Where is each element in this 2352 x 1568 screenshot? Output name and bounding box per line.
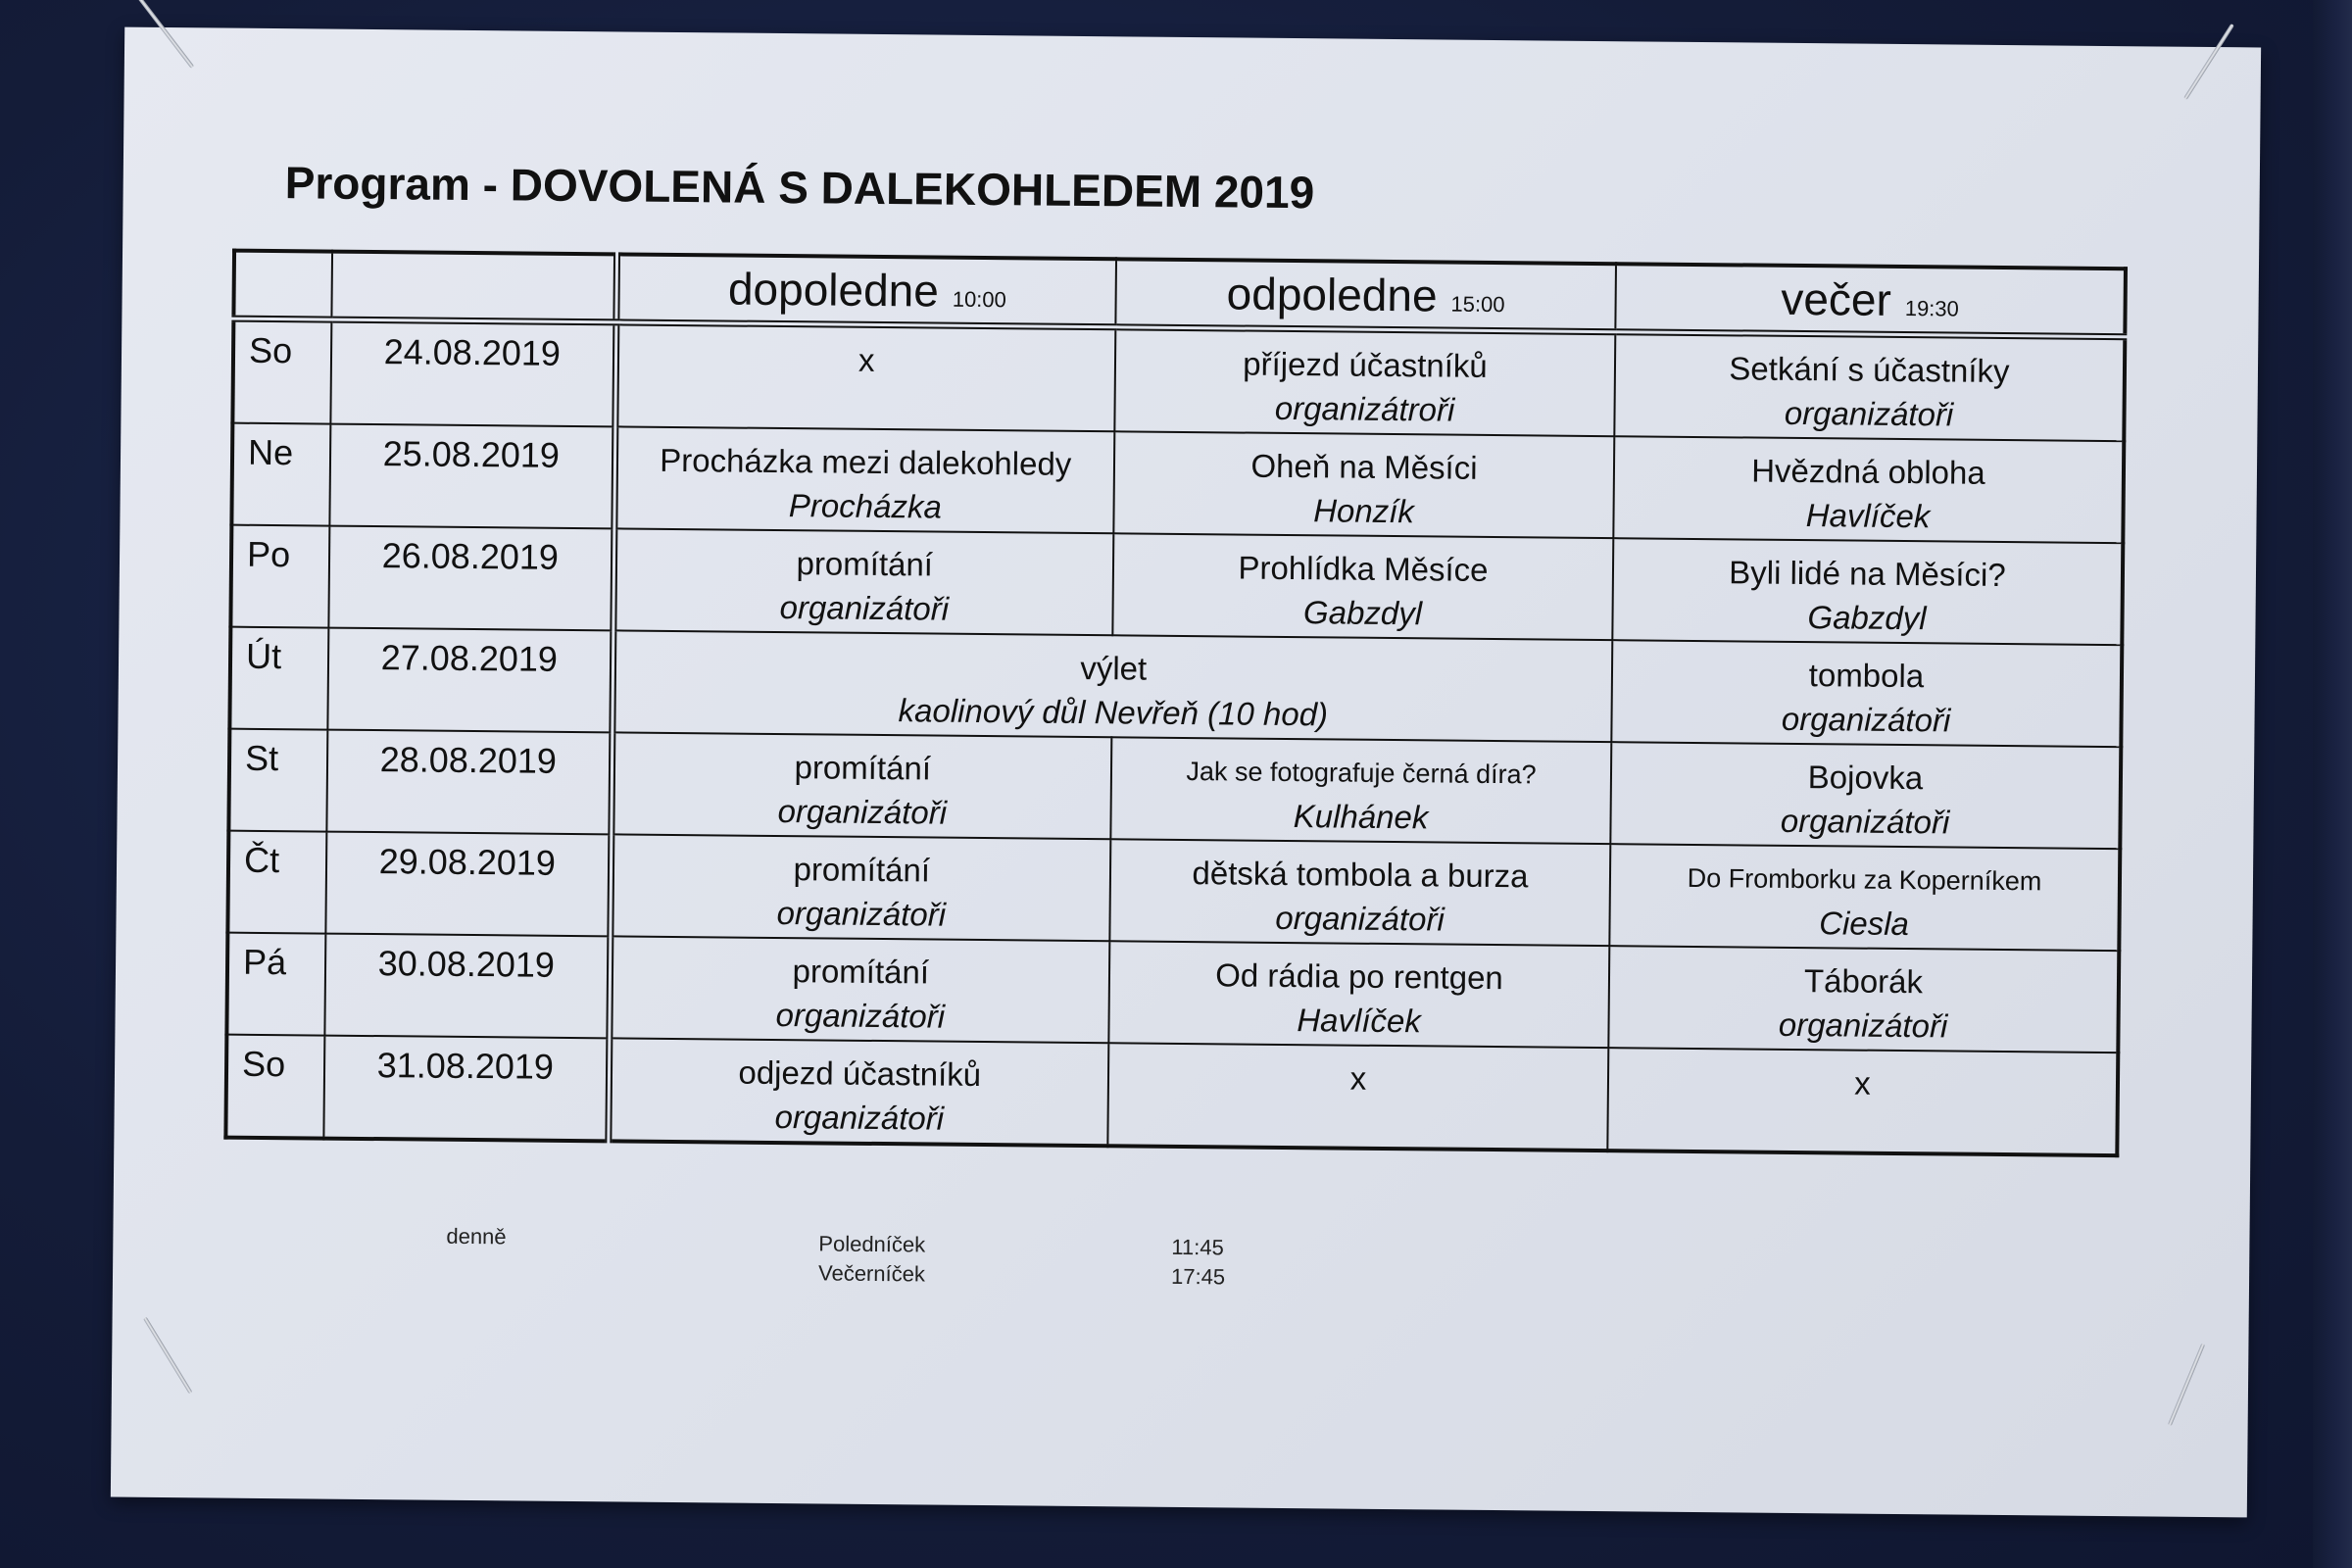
evening-cell: Setkání s účastníky organizátoři [1614,332,2125,441]
date-cell: 29.08.2019 [325,832,611,937]
schedule-table [223,249,2128,1158]
board-edge [2313,0,2352,1568]
day-cell: So [225,1035,324,1139]
evening-cell: Bojovka organizátoři [1610,742,2121,849]
evening-cell: Táborák organizátoři [1608,946,2119,1053]
afternoon-cell: Od rádia po rentgen Havlíček [1108,941,1609,1048]
morning-cell: promítání organizátoři [609,936,1109,1043]
evening-cell: Byli lidé na Měsíci? Gabzdyl [1612,538,2123,645]
day-cell: Pá [226,933,325,1036]
morning-cell: promítání organizátoři [610,834,1110,941]
date-cell: 27.08.2019 [327,628,612,733]
day-cell: Čt [227,831,326,934]
table-row [229,627,2122,748]
afternoon-cell: Jak se fotografuje černá díra? Kulhánek [1110,737,1611,844]
header-afternoon: odpoledne 15:00 [1115,259,1616,331]
footer-show-time: 11:45 [1171,1234,1224,1260]
table-row [228,729,2121,850]
footer-show-time: 17:45 [1170,1263,1226,1290]
footer-show-name: Večerníček [817,1260,926,1287]
table-row [230,525,2123,646]
evening-cell: x [1607,1048,2118,1155]
afternoon-cell: Prohlídka Měsíce Gabzdyl [1112,533,1613,640]
table-row [232,318,2125,441]
header-date [331,252,616,322]
date-cell: 30.08.2019 [324,934,610,1039]
date-cell: 31.08.2019 [323,1036,609,1142]
trip-cell: výlet kaolinový důl Nevřeň (10 hod) [612,630,1612,742]
day-cell: Po [230,525,329,628]
day-cell: St [228,729,327,832]
day-cell: Út [229,627,328,730]
date-cell: 24.08.2019 [330,319,615,426]
pin-icon [2168,1344,2205,1427]
footer-daily: denně [446,1223,507,1250]
footer-show-name: Poledníček [818,1231,926,1257]
evening-cell: Hvězdná obloha Havlíček [1613,436,2124,543]
day-cell: Ne [231,423,330,526]
header-day [233,251,332,319]
afternoon-cell: Oheň na Měsíci Honzík [1113,431,1614,538]
afternoon-cell: dětská tombola a burza organizátoři [1109,839,1610,946]
header-evening: večer 19:30 [1615,264,2126,336]
table-row [231,423,2124,544]
table-row [225,1035,2118,1156]
date-cell: 26.08.2019 [328,526,613,631]
date-cell: 25.08.2019 [329,424,614,529]
schedule-sheet [111,27,2261,1518]
day-cell: So [232,318,331,423]
morning-cell: Procházka mezi dalekohledy Procházka [613,426,1114,533]
morning-cell: promítání organizátoři [611,732,1111,839]
table-row [226,933,2119,1054]
header-morning: dopoledne 10:00 [615,254,1116,326]
afternoon-cell: x [1107,1043,1608,1151]
afternoon-cell: příjezd účastníků organizátroři [1114,327,1615,436]
evening-cell: tombola organizátoři [1611,640,2122,747]
morning-cell: odjezd účastníků organizátoři [608,1038,1108,1146]
table-row [227,831,2120,952]
page-title: Program - DOVOLENÁ S DALEKOHLEDEM 2019 [284,157,1315,219]
morning-cell: x [614,322,1115,431]
pin-icon [143,1317,192,1395]
date-cell: 28.08.2019 [326,730,612,835]
evening-cell: Do Fromborku za Koperníkem Ciesla [1609,844,2120,951]
morning-cell: promítání organizátoři [612,528,1113,635]
